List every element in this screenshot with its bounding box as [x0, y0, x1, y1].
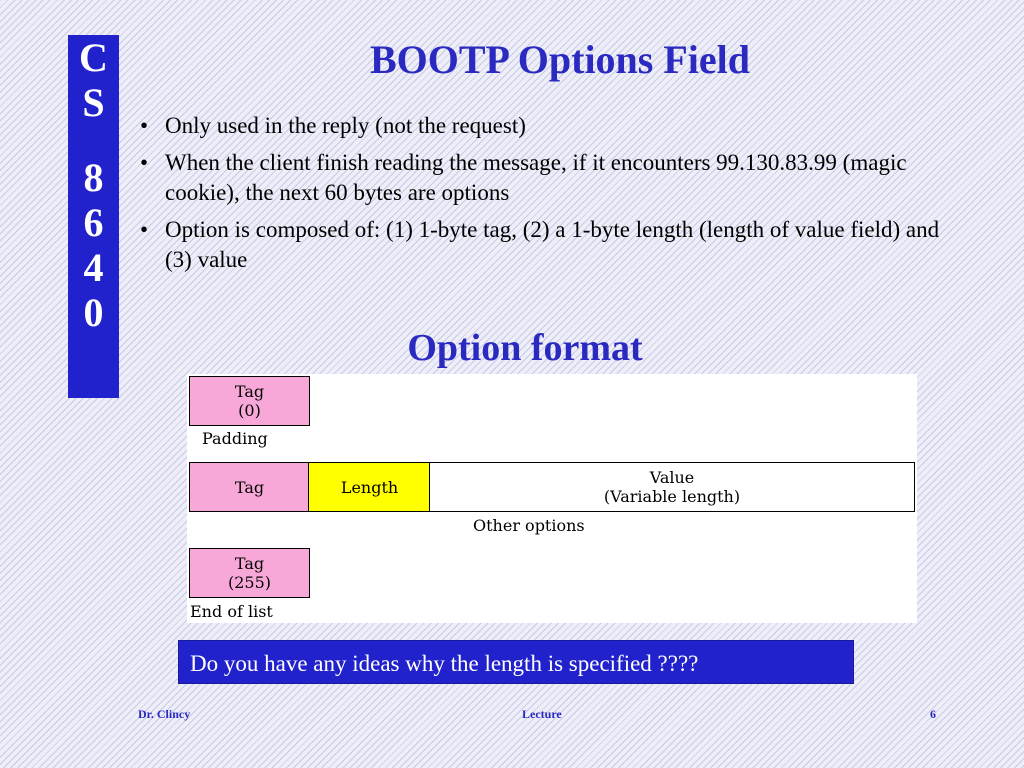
option-format-heading: Option format	[407, 327, 643, 369]
end-tag-box	[189, 548, 310, 598]
bullet-item: • Only used in the reply (not the request)	[140, 111, 950, 141]
slide-title: BOOTP Options Field	[369, 37, 751, 82]
padding-label: Padding	[202, 429, 268, 448]
course-code-char: S	[82, 80, 105, 125]
other-tag-box	[189, 462, 310, 512]
course-code-char: 6	[83, 200, 104, 245]
value-box	[429, 462, 915, 512]
bullet-list	[140, 111, 950, 282]
option-format-diagram	[187, 374, 917, 623]
course-code-char: 4	[83, 245, 104, 290]
course-code-char: 0	[83, 290, 104, 335]
footer-page-number: 6	[930, 707, 936, 721]
value-text: Value	[649, 468, 695, 487]
course-code-char: 8	[83, 155, 104, 200]
length-box	[308, 462, 431, 512]
footer-center: Lecture	[522, 707, 562, 721]
bullet-item: • When the client finish reading the message, if it encounters 99.130.83.99 (magic cookie), the next 60 bytes are options	[140, 148, 950, 208]
footer-author: Dr. Clincy	[138, 707, 191, 721]
padding-tag-text: Tag	[234, 382, 265, 401]
end-tag-text: Tag	[234, 554, 265, 573]
length-text: Length	[340, 477, 399, 497]
padding-tag-box	[189, 376, 310, 426]
value-subtext: (Variable length)	[603, 487, 741, 506]
end-of-list-label: End of list	[190, 602, 273, 621]
question-box: Do you have any ideas why the length is specified ????	[178, 640, 854, 684]
end-tag-value: (255)	[227, 573, 272, 592]
other-options-label: Other options	[473, 516, 585, 535]
course-code-char: C	[79, 35, 108, 80]
course-code-bar	[68, 35, 119, 398]
course-code-gap	[68, 125, 119, 155]
padding-tag-value: (0)	[238, 401, 261, 420]
bullet-item: • Option is composed of: (1) 1-byte tag, (2) a 1-byte length (length of value field) and (3) value	[140, 215, 950, 275]
other-tag-text: Tag	[234, 477, 265, 497]
